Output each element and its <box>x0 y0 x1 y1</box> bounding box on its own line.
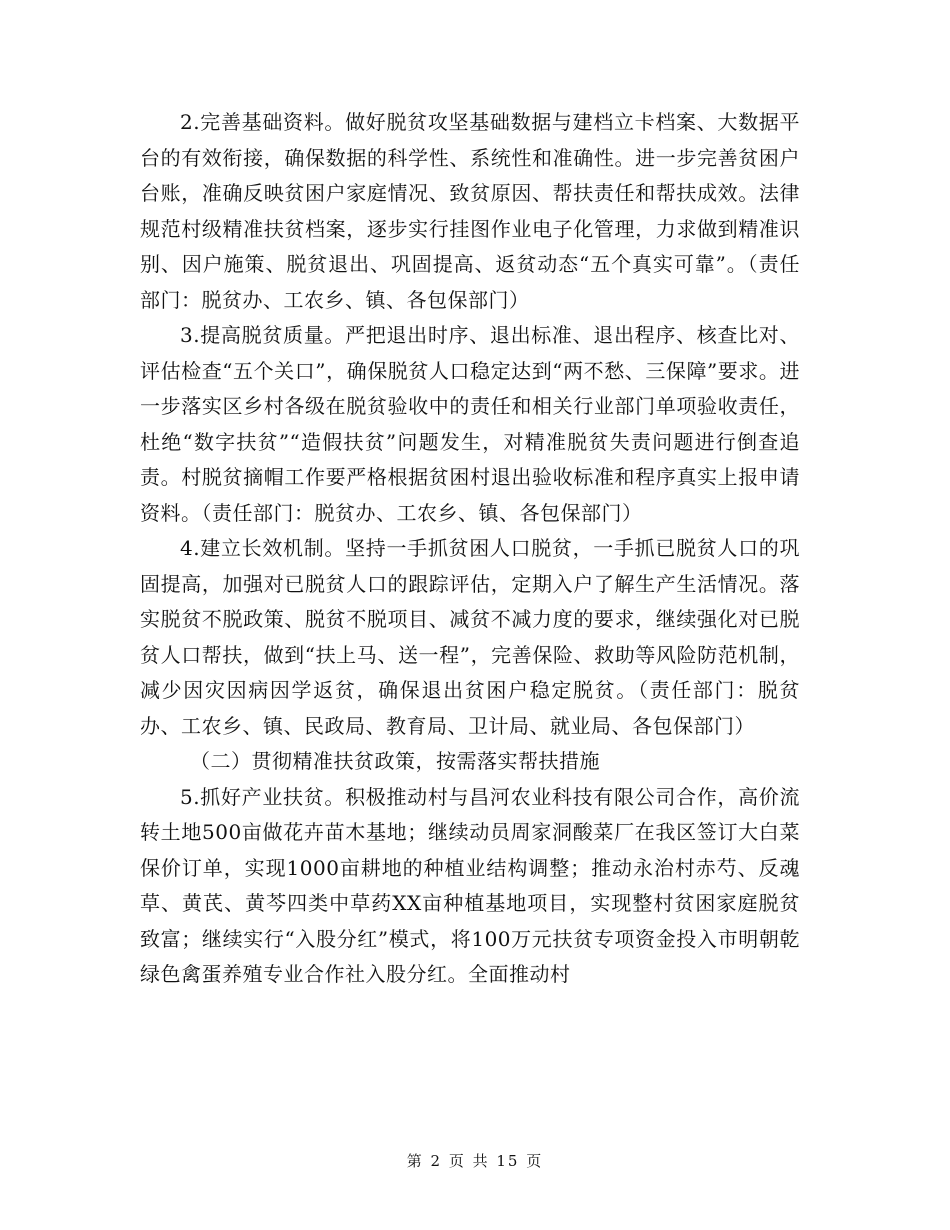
page-number-footer: 第 2 页 共 15 页 <box>406 1152 544 1170</box>
document-page <box>140 105 800 1105</box>
paragraph-5-industry-poverty-alleviation: 5.抓好产业扶贫。积极推动村与昌河农业科技有限公司合作，高价流转土地500亩做花卉苗木基地；继续动员周家洞酸菜厂在我区签订大白菜保价订单，实现1000亩耕地的种植业结构调整；推动永治村赤芍、反魂草、黄芪、黄芩四类中草药XX亩种植基地项目，实现整村贫困家庭脱贫致富；继续实行“入股分红”模式，将100万元扶贫专项资金投入市明朝乾绿色禽蛋养殖专业合作社入股分红。全面推动村 <box>140 784 800 986</box>
section-heading: （二）贯彻精准扶贫政策，按需落实帮扶措施 <box>190 749 600 773</box>
paragraph-3-improve-quality: 3.提高脱贫质量。严把退出时序、退出标准、退出程序、核查比对、评估检查“五个关口”，确保脱贫人口稳定达到“两不愁、三保障”要求。进一步落实区乡村各级在脱贫验收中的责任和相关行业部门单项验收责任，杜绝“数字扶贫”“造假扶贫”问题发生，对精准脱贫失责问题进行倒查追责。村脱贫摘帽工作要严格根据贫困村退出验收标准和程序真实上报申请资料。（责任部门：脱贫办、工农乡、镇、各包保部门） <box>140 323 800 525</box>
paragraph-2-improve-basic-data: 2.完善基础资料。做好脱贫攻坚基础数据与建档立卡档案、大数据平台的有效衔接，确保数据的科学性、系统性和准确性。进一步完善贫困户台账，准确反映贫困户家庭情况、致贫原因、帮扶责任和帮扶成效。法律规范村级精准扶贫档案，逐步实行挂图作业电子化管理，力求做到精准识别、因户施策、脱贫退出、巩固提高、返贫动态“五个真实可靠”。（责任部门：脱贫办、工农乡、镇、各包保部门） <box>140 110 800 312</box>
paragraph-4-long-term-mechanism: 4.建立长效机制。坚持一手抓贫困人口脱贫，一手抓已脱贫人口的巩固提高，加强对已脱贫人口的跟踪评估，定期入户了解生产生活情况。落实脱贫不脱政策、脱贫不脱项目、减贫不减力度的要求，继续强化对已脱贫人口帮扶，做到“扶上马、送一程”，完善保险、救助等风险防范机制，减少因灾因病因学返贫，确保退出贫困户稳定脱贫。（责任部门：脱贫办、工农乡、镇、民政局、教育局、卫计局、就业局、各包保部门） <box>140 536 800 738</box>
